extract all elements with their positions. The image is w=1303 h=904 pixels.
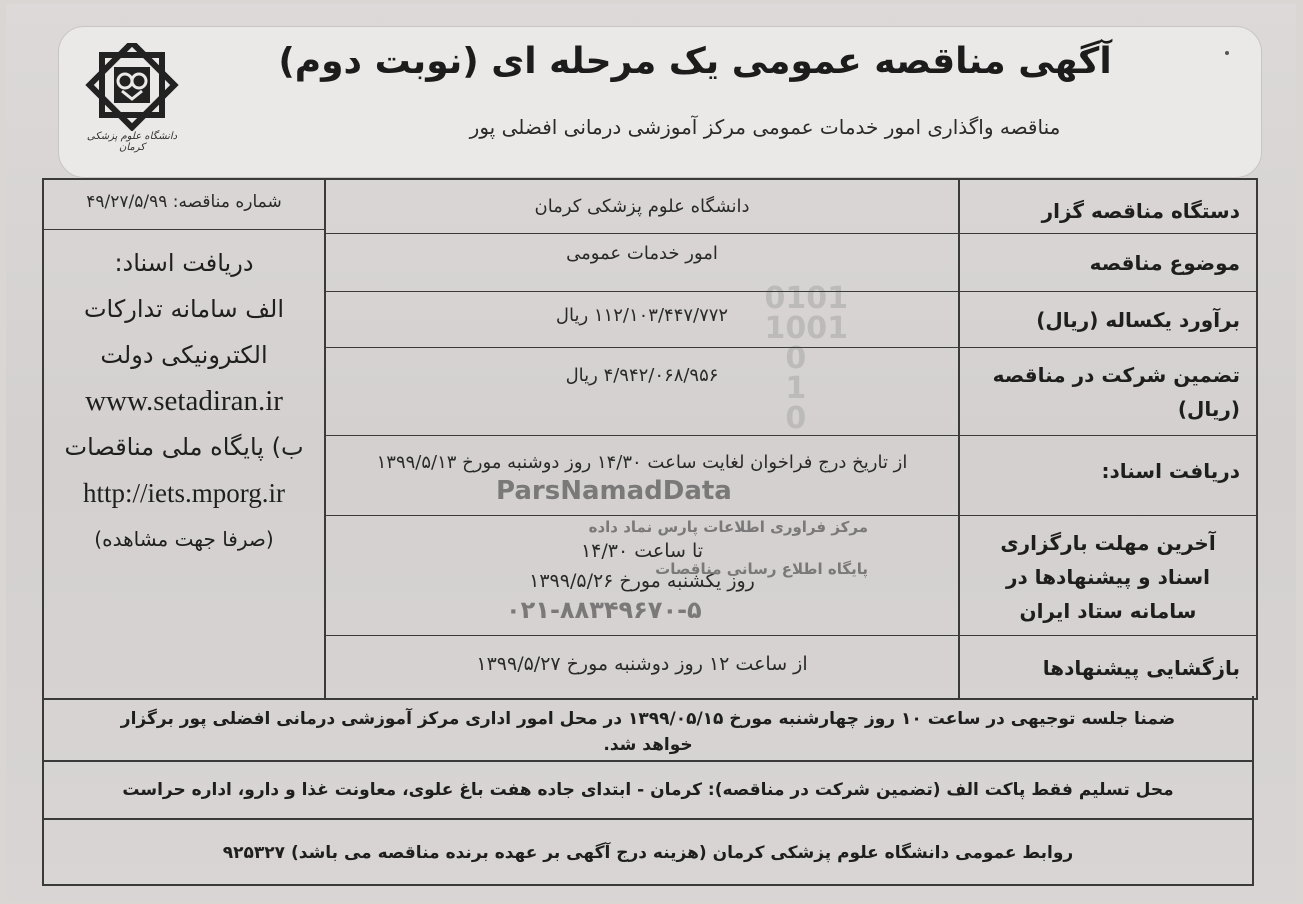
documents-note: (صرفا جهت مشاهده) [94, 527, 274, 551]
documents-line-a2: الکترونیکی دولت [100, 341, 268, 369]
tender-number-cell [44, 180, 324, 230]
row-value-documents: از تاریخ درج فراخوان لغایت ساعت ۱۴/۳۰ روز دوشنبه مورخ ۱۳۹۹/۵/۱۳ ParsNamadData [326, 436, 958, 516]
row-value-estimate: ۱۱۲/۱۰۳/۴۴۷/۷۷۲ ریال [326, 292, 958, 348]
documents-column [44, 180, 326, 698]
documents-info [44, 240, 324, 562]
row-value-deadline: مرکز فراوری اطلاعات پارس نماد داده تا ساعت ۱۴/۳۰ پایگاه اطلاع رسانی مناقصات روز یکشنبه مورخ ۱۳۹۹/۵/۲۶ ۰۲۱-۸۸۳۴۹۶۷۰-۵ [326, 516, 958, 636]
watermark-phone: ۰۲۱-۸۸۳۴۹۶۷۰-۵ [506, 596, 702, 624]
row-value-organizer: دانشگاه علوم پزشکی کرمان [326, 180, 958, 234]
setadiran-link[interactable]: www.setadiran.ir [85, 385, 283, 417]
watermark-line2: پایگاه اطلاع رسانی مناقصات [655, 560, 868, 578]
iets-link[interactable]: http://iets.mporg.ir [83, 478, 285, 508]
watermark-brand: ParsNamadData [496, 476, 732, 506]
page-subtitle: مناقصه واگذاری امور خدمات عمومی مرکز آموزشی درمانی افضلی پور [469, 115, 1061, 139]
tender-number: شماره مناقصه: ۴۹/۲۷/۵/۹۹ [86, 192, 282, 212]
row-label-subject: موضوع مناقصه [960, 234, 1256, 292]
row-value-opening: از ساعت ۱۲ روز دوشنبه مورخ ۱۳۹۹/۵/۲۷ [476, 653, 808, 675]
delivery-address: محل تسلیم فقط پاکت الف (تضمین شرکت در مناقصه): کرمان - ابتدای جاده هفت باغ علوی، معاونت غذا و دارو، اداره حراست [42, 762, 1254, 820]
row-value-guarantee: ۴/۹۴۲/۰۶۸/۹۵۶ ریال [326, 348, 958, 436]
row-label-organizer: دستگاه مناقصه گزار [960, 180, 1256, 234]
row-label-opening: بازگشایی پیشنهادها [1042, 656, 1240, 680]
public-relations-note: روابط عمومی دانشگاه علوم پزشکی کرمان (هزینه درج آگهی بر عهده برنده مناقصه می باشد) ۹۲۵۳۲۷ [42, 820, 1254, 886]
announcement-header [58, 26, 1262, 178]
briefing-note: ضمنا جلسه توجیهی در ساعت ۱۰ روز چهارشنبه مورخ ۱۳۹۹/۰۵/۱۵ در محل امور اداری مرکز آموزشی درمانی افضلی پور برگزار خواهد شد. [42, 696, 1254, 762]
logo-caption: دانشگاه علوم پزشکی کرمان [86, 131, 178, 153]
row-label-deadline: آخرین مهلت بارگزاری اسناد و پیشنهادها در سامانه ستاد ایران [960, 516, 1256, 636]
labels-column [958, 180, 1256, 698]
watermark-binary: 0101 1001 0 1 0 [764, 281, 848, 436]
documents-heading: دریافت اسناد: [114, 249, 254, 277]
values-column [326, 180, 958, 698]
row-label-guarantee: تضمین شرکت در مناقصه (ریال) [960, 348, 1256, 436]
watermark-line1: مرکز فراوری اطلاعات پارس نماد داده [588, 518, 868, 536]
row-label-estimate: برآورد یکساله (ریال) [960, 292, 1256, 348]
page-title: آگهی مناقصه عمومی یک مرحله ای (نوبت دوم) [278, 41, 1112, 82]
documents-line-b: ب) پایگاه ملی مناقصات [64, 433, 304, 461]
row-label-documents: دریافت اسناد: [960, 436, 1256, 516]
row-value-subject: امور خدمات عمومی [326, 234, 958, 292]
documents-line-a1: الف سامانه تدارکات [83, 295, 285, 323]
tender-table [42, 178, 1258, 700]
newspaper-clipping [6, 4, 1296, 900]
logo-emblem-icon [73, 43, 191, 131]
university-logo [73, 43, 191, 163]
print-dot [1225, 51, 1229, 55]
